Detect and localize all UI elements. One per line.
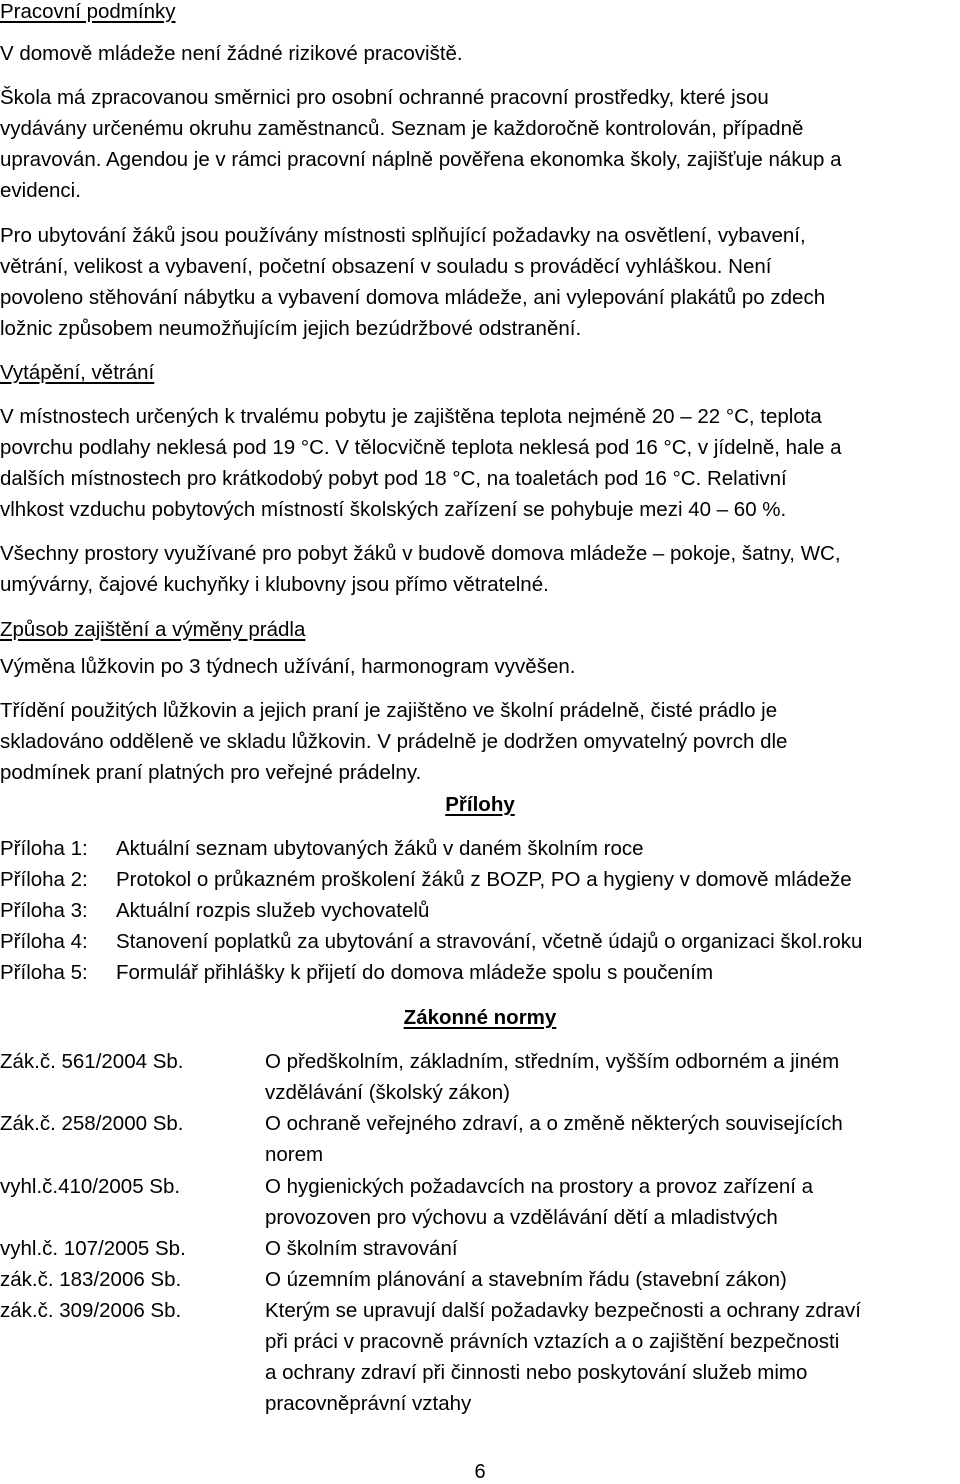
section-heading-laws: Zákonné normy	[403, 1006, 557, 1029]
section-heading-heating: Vytápění, větrání	[0, 361, 155, 384]
paragraph-line: V domově mládeže není žádné rizikové pracoviště.	[0, 42, 463, 65]
paragraph-line: vydávány určenému okruhu zaměstnanců. Seznam je každoročně kontrolován, případně	[0, 117, 804, 140]
law-code: Zák.č. 258/2000 Sb.	[0, 1112, 184, 1135]
attachment-label: Příloha 5:	[0, 961, 88, 984]
paragraph-line: ložnic způsobem neumožňujícím jejich bezúdržbové odstranění.	[0, 317, 582, 340]
law-code: vyhl.č. 107/2005 Sb.	[0, 1237, 186, 1260]
paragraph-line: Výměna lůžkovin po 3 týdnech užívání, harmonogram vyvěšen.	[0, 655, 576, 678]
paragraph-line: povrchu podlahy neklesá pod 19 °C. V tělocvičně teplota neklesá pod 16 °C, v jídelně, hale a	[0, 436, 842, 459]
paragraph-line: evidenci.	[0, 179, 81, 202]
law-description-line: pracovněprávní vztahy	[265, 1392, 472, 1415]
paragraph-line: podmínek praní platných pro veřejné prádelny.	[0, 761, 422, 784]
law-description-line: O předškolním, základním, středním, vyšším odborném a jiném	[265, 1050, 840, 1073]
law-description-line: norem	[265, 1143, 324, 1166]
section-heading-working-conditions: Pracovní podmínky	[0, 0, 176, 23]
law-code: vyhl.č.410/2005 Sb.	[0, 1175, 181, 1198]
attachment-label: Příloha 4:	[0, 930, 88, 953]
attachment-label: Příloha 1:	[0, 837, 88, 860]
law-code: zák.č. 183/2006 Sb.	[0, 1268, 182, 1291]
law-code: zák.č. 309/2006 Sb.	[0, 1299, 182, 1322]
attachment-text: Formulář přihlášky k přijetí do domova mládeže spolu s poučením	[116, 961, 714, 984]
law-description-line: a ochrany zdraví při činnosti nebo poskytování služeb mimo	[265, 1361, 808, 1384]
law-description-line: O ochraně veřejného zdraví, a o změně některých souvisejících	[265, 1112, 843, 1135]
paragraph-line: upravován. Agendou je v rámci pracovní náplně pověřena ekonomka školy, zajišťuje nákup a	[0, 148, 842, 171]
attachment-text: Aktuální seznam ubytovaných žáků v daném školním roce	[116, 837, 644, 860]
law-code: Zák.č. 561/2004 Sb.	[0, 1050, 184, 1073]
paragraph-line: dalších místnostech pro krátkodobý pobyt pod 18 °C, na toaletách pod 16 °C. Relativní	[0, 467, 787, 490]
paragraph-line: vlhkost vzduchu pobytových místností školských zařízení se pohybuje mezi 40 – 60 %.	[0, 498, 787, 521]
paragraph-line: Škola má zpracovanou směrnici pro osobní ochranné pracovní prostředky, které jsou	[0, 86, 769, 109]
law-description-line: O územním plánování a stavebním řádu (stavební zákon)	[265, 1268, 787, 1291]
page-number: 6	[474, 1461, 486, 1483]
paragraph-line: povoleno stěhování nábytku a vybavení domova mládeže, ani vylepování plakátů po zdech	[0, 286, 826, 309]
paragraph-line: Všechny prostory využívané pro pobyt žáků v budově domova mládeže – pokoje, šatny, WC,	[0, 542, 841, 565]
paragraph-line: Pro ubytování žáků jsou používány místnosti splňující požadavky na osvětlení, vybavení,	[0, 224, 806, 247]
attachment-text: Stanovení poplatků za ubytování a stravování, včetně údajů o organizaci škol.roku	[116, 930, 863, 953]
paragraph-line: skladováno odděleně ve skladu lůžkovin. V prádelně je dodržen omyvatelný povrch dle	[0, 730, 788, 753]
section-heading-attachments: Přílohy	[445, 793, 515, 816]
law-description-line: Kterým se upravují další požadavky bezpečnosti a ochrany zdraví	[265, 1299, 861, 1322]
attachment-text: Aktuální rozpis služeb vychovatelů	[116, 899, 430, 922]
law-description-line: O hygienických požadavcích na prostory a provoz zařízení a	[265, 1175, 814, 1198]
attachment-label: Příloha 3:	[0, 899, 88, 922]
paragraph-line: větrání, velikost a vybavení, početní obsazení v souladu s prováděcí vyhláškou. Není	[0, 255, 772, 278]
section-heading-linen: Způsob zajištění a výměny prádla	[0, 618, 306, 641]
law-description-line: při práci v pracovně právních vztazích a o zajištění bezpečnosti	[265, 1330, 840, 1353]
paragraph-line: V místnostech určených k trvalému pobytu je zajištěna teplota nejméně 20 – 22 °C, teplota	[0, 405, 822, 428]
paragraph-line: umývárny, čajové kuchyňky i klubovny jsou přímo větratelné.	[0, 573, 549, 596]
paragraph-line: Třídění použitých lůžkovin a jejich praní je zajištěno ve školní prádelně, čisté prádlo je	[0, 699, 778, 722]
law-description-line: provozoven pro výchovu a vzdělávání dětí a mladistvých	[265, 1206, 778, 1229]
attachment-label: Příloha 2:	[0, 868, 88, 891]
law-description-line: O školním stravování	[265, 1237, 458, 1260]
law-description-line: vzdělávání (školský zákon)	[265, 1081, 510, 1104]
attachment-text: Protokol o průkazném proškolení žáků z BOZP, PO a hygieny v domově mládeže	[116, 868, 852, 891]
